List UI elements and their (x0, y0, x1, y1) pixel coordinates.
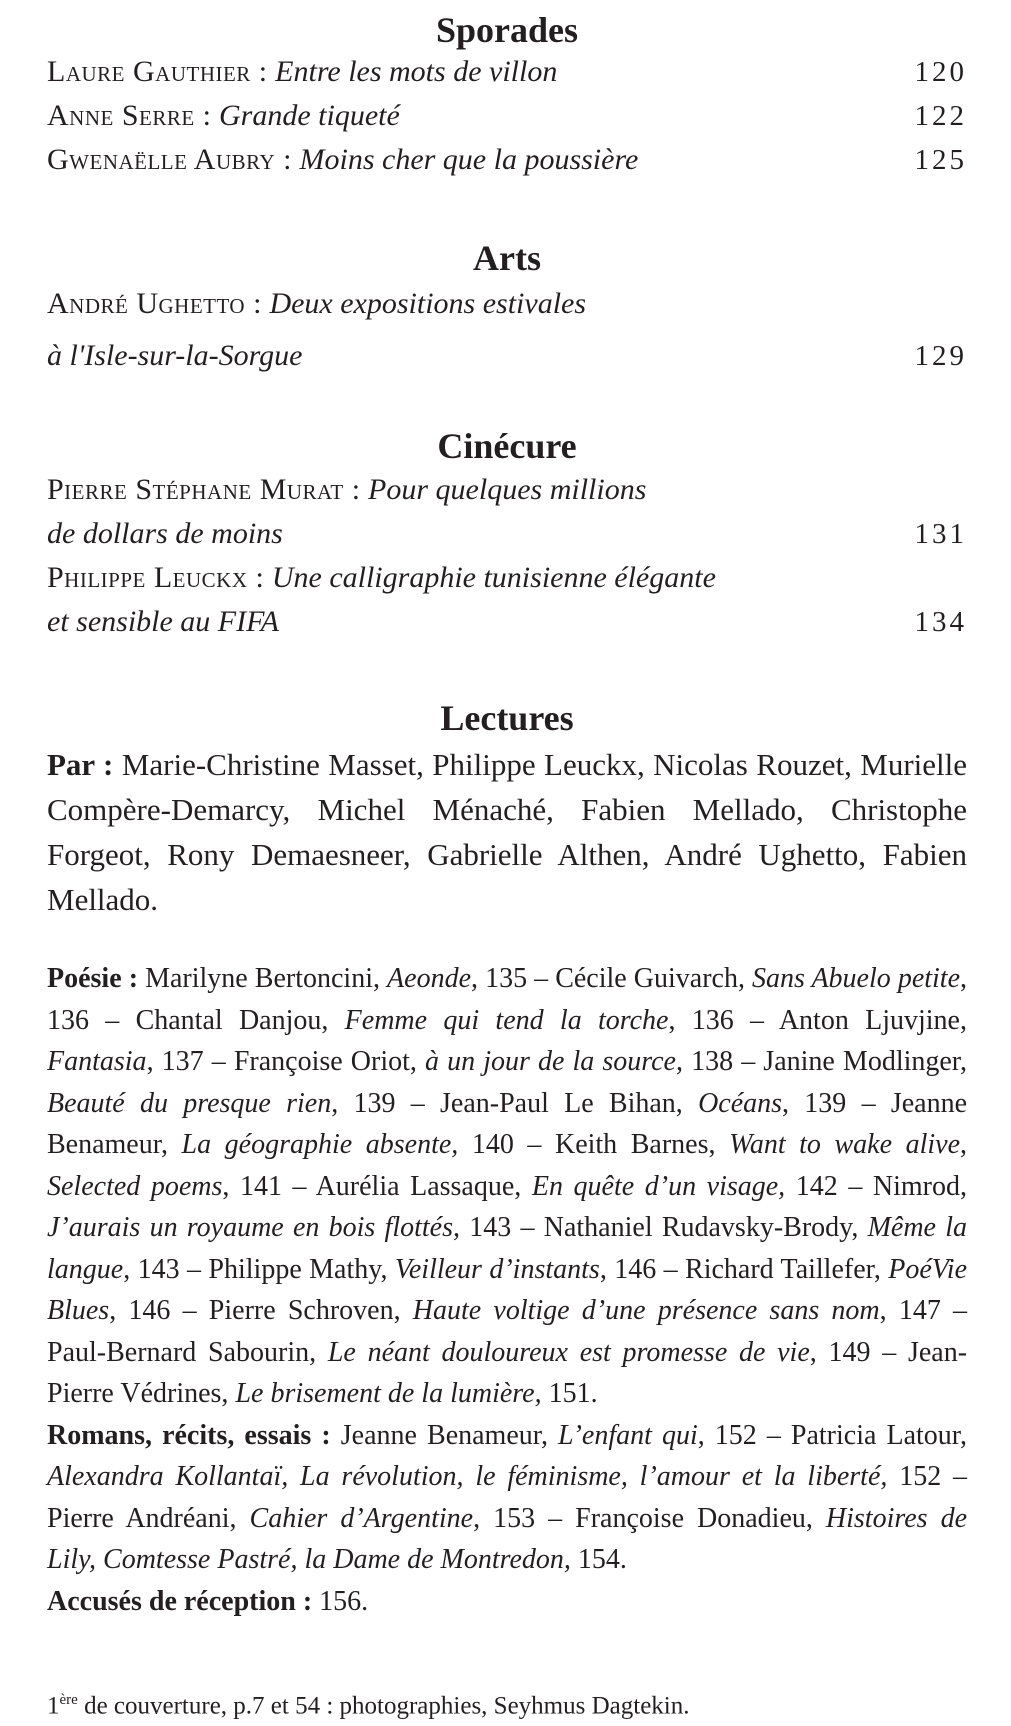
romans-label: Romans, récits, essais : (47, 1419, 331, 1451)
review-item (136, 1005, 779, 1036)
review-page: , 143 – (123, 1253, 209, 1285)
review-title: Le néant douloureux est promesse de vie (327, 1336, 810, 1368)
review-item (234, 1046, 763, 1077)
review-title: à un jour de la source (425, 1046, 676, 1077)
review-item (316, 1171, 873, 1202)
review-item (341, 1420, 791, 1451)
review-author: Anton Ljuvjine, (778, 1004, 967, 1036)
review-item (440, 1088, 891, 1119)
review-title: En quête d’un visage, (531, 1170, 786, 1202)
review-item (208, 1254, 685, 1285)
entry-author: Anne Serre : (47, 99, 212, 132)
section-heading-sporades: Sporades (435, 10, 579, 50)
review-author: Jeanne Benameur, (340, 1419, 559, 1451)
toc-entry (47, 138, 967, 182)
review-title: Selected poems (47, 1170, 223, 1202)
credits-sup: ère (59, 1692, 78, 1708)
review-page: , 153 – (473, 1502, 576, 1534)
entry-page: 125 (914, 144, 967, 176)
entry-title: Pour quelques millions (368, 473, 647, 506)
review-author: Françoise Oriot, (233, 1046, 426, 1077)
review-title: L’enfant qui (558, 1419, 698, 1451)
review-title: Want to wake alive (729, 1129, 961, 1160)
entry-title-continued: à l'Isle-sur-la-Sorgue (47, 339, 303, 372)
review-title: Fantasia (47, 1046, 147, 1077)
review-item (47, 1171, 316, 1202)
cover-credits (47, 1692, 689, 1720)
entry-title: Moins cher que la poussière (299, 143, 639, 176)
entry-title-continued: de dollars de moins (47, 517, 283, 550)
credits-prefix: 1 (47, 1692, 60, 1720)
review-page: , 137 – (146, 1046, 234, 1077)
toc-entry-continued (47, 600, 967, 644)
entry-page: 134 (914, 606, 967, 638)
review-author: Aurélia Lassaque, (315, 1170, 532, 1202)
review-page: 151. (541, 1378, 598, 1409)
review-title: Beauté du presque rien (47, 1087, 332, 1119)
review-page: , 138 – (676, 1046, 764, 1077)
review-author: Jean-Paul Le Bihan, (440, 1087, 699, 1119)
review-page: 142 – (785, 1170, 873, 1202)
review-title: Haute voltige d’une présence sans nom (412, 1295, 880, 1326)
toc-entry (47, 282, 967, 334)
entry-title-continued: et sensible au FIFA (47, 605, 279, 638)
review-author: Marilyne Bertoncini, (145, 963, 388, 994)
review-item (145, 963, 555, 994)
review-page: 152 – (887, 1461, 968, 1492)
review-title: Cahier d’Argentine (249, 1502, 474, 1534)
review-author: Jean-Pierre Védrines, (47, 1336, 968, 1409)
section-heading-cinecure: Cinécure (437, 426, 577, 466)
review-page: 154. (570, 1544, 627, 1575)
review-page: , 136 – (47, 963, 968, 1036)
review-author: Keith Barnes, (554, 1129, 730, 1160)
review-page: , 141 – (222, 1170, 316, 1202)
review-title: Même la langue (47, 1212, 967, 1285)
lectures-contributors (47, 742, 967, 922)
entry-author: Gwenaëlle Aubry : (47, 143, 292, 176)
review-title: La géographie absente, (181, 1129, 459, 1160)
review-title: Alexandra Kollantaï, La révolution, le féminisme, l’amour et la liberté, (47, 1461, 888, 1492)
review-title: Le brisement de la lumière, (235, 1378, 542, 1409)
entry-author: André Ughetto : (47, 287, 262, 320)
review-item (47, 1337, 908, 1368)
accuses-label: Accusés de réception : (47, 1585, 313, 1617)
lectures-reviews (47, 958, 967, 1622)
review-title: PoéVie Blues (47, 1253, 968, 1326)
review-title: Femme qui tend la torche (344, 1004, 669, 1036)
toc-entry (47, 468, 967, 512)
entry-author: Laure Gauthier : (47, 55, 268, 88)
accuses-page: 156. (319, 1585, 369, 1617)
review-page: 140 – (458, 1129, 555, 1160)
review-page: , 149 – (809, 1336, 908, 1368)
review-title: Sans Abuelo petite (752, 963, 961, 994)
entry-title: Entre les mots de villon (275, 55, 558, 88)
review-author: Cécile Guivarch, (555, 963, 752, 994)
review-title: Veilleur d’instants (394, 1253, 600, 1285)
entry-title: Une calligraphie tunisienne élégante (271, 561, 716, 594)
toc-entry (47, 50, 967, 94)
section-cinecure (47, 468, 967, 644)
review-author: Nimrod, (872, 1170, 967, 1202)
entry-page: 120 (914, 56, 967, 88)
review-author: Jeanne Benameur, (47, 1087, 968, 1160)
toc-entry-continued (47, 334, 967, 386)
toc-entry (47, 94, 967, 138)
review-author: Pierre Schroven, (208, 1295, 413, 1326)
review-page: , 139 – (331, 1087, 441, 1119)
entry-page: 131 (914, 518, 967, 550)
entry-author: Philippe Leuckx : (47, 561, 265, 594)
review-item (209, 1295, 967, 1326)
entry-author: Pierre Stéphane Murat : (47, 473, 361, 506)
review-author: Janine Modlinger, (763, 1046, 968, 1077)
entry-title: Grande tiqueté (219, 99, 400, 132)
review-title: Aeonde (387, 963, 472, 994)
toc-entry (47, 556, 967, 600)
review-author: Françoise Donadieu, (575, 1502, 826, 1534)
review-page: , 139 – (782, 1087, 891, 1119)
accuses-block (47, 1586, 368, 1617)
entry-title: Deux expositions estivales (269, 287, 587, 320)
review-title: Océans (698, 1087, 783, 1119)
par-label: Par : (47, 747, 114, 782)
review-page: , 146 – (599, 1253, 686, 1285)
review-page: , 135 – (471, 963, 556, 994)
review-page: , 152 – (697, 1419, 791, 1451)
review-author: Nathaniel Rudavsky-Brody, (543, 1212, 868, 1243)
review-page: 143 – (460, 1212, 544, 1243)
review-title: J’aurais un royaume en bois flottés, (47, 1212, 461, 1243)
poesie-list (47, 963, 967, 1409)
toc-entry-continued (47, 512, 967, 556)
contributors-list: Marie-Christine Masset, Philippe Leuckx, Nicolas Rouzet, Murielle Compère-Demarcy, Michel Ménaché, Fabien Mellado, Christophe Forgeot, Rony Demaesneer, Gabrielle Althen, André Ughetto, Fabien Mellado. (47, 747, 967, 917)
review-page: , 147 – (879, 1295, 968, 1326)
poesie-block (47, 963, 967, 1409)
section-heading-arts: Arts (473, 238, 541, 278)
review-page: , 136 – (668, 1004, 779, 1036)
entry-page: 129 (914, 340, 967, 372)
review-author: Pierre Andréani, (47, 1502, 250, 1534)
section-arts (47, 282, 967, 386)
credits-text: de couverture, p.7 et 54 : photographies, Seyhmus Dagtekin. (84, 1692, 690, 1720)
review-author: Patricia Latour, (790, 1419, 967, 1451)
poesie-label: Poésie : (47, 963, 139, 994)
review-item (555, 1129, 967, 1160)
entry-page: 122 (914, 100, 967, 132)
review-title: Histoires de Lily, Comtesse Pastré, la Dame de Montredon, (47, 1502, 967, 1575)
section-sporades (47, 50, 967, 182)
review-item (47, 1503, 575, 1534)
section-heading-lectures: Lectures (440, 698, 574, 738)
review-author: Chantal Danjou, (135, 1004, 345, 1036)
review-author: Richard Taillefer, (685, 1253, 889, 1285)
review-author: Paul-Bernard Sabourin, (47, 1336, 328, 1368)
romans-block (47, 1420, 967, 1576)
review-page: , 146 – (109, 1295, 209, 1326)
review-page: , (960, 1129, 968, 1160)
review-author: Philippe Mathy, (208, 1253, 395, 1285)
